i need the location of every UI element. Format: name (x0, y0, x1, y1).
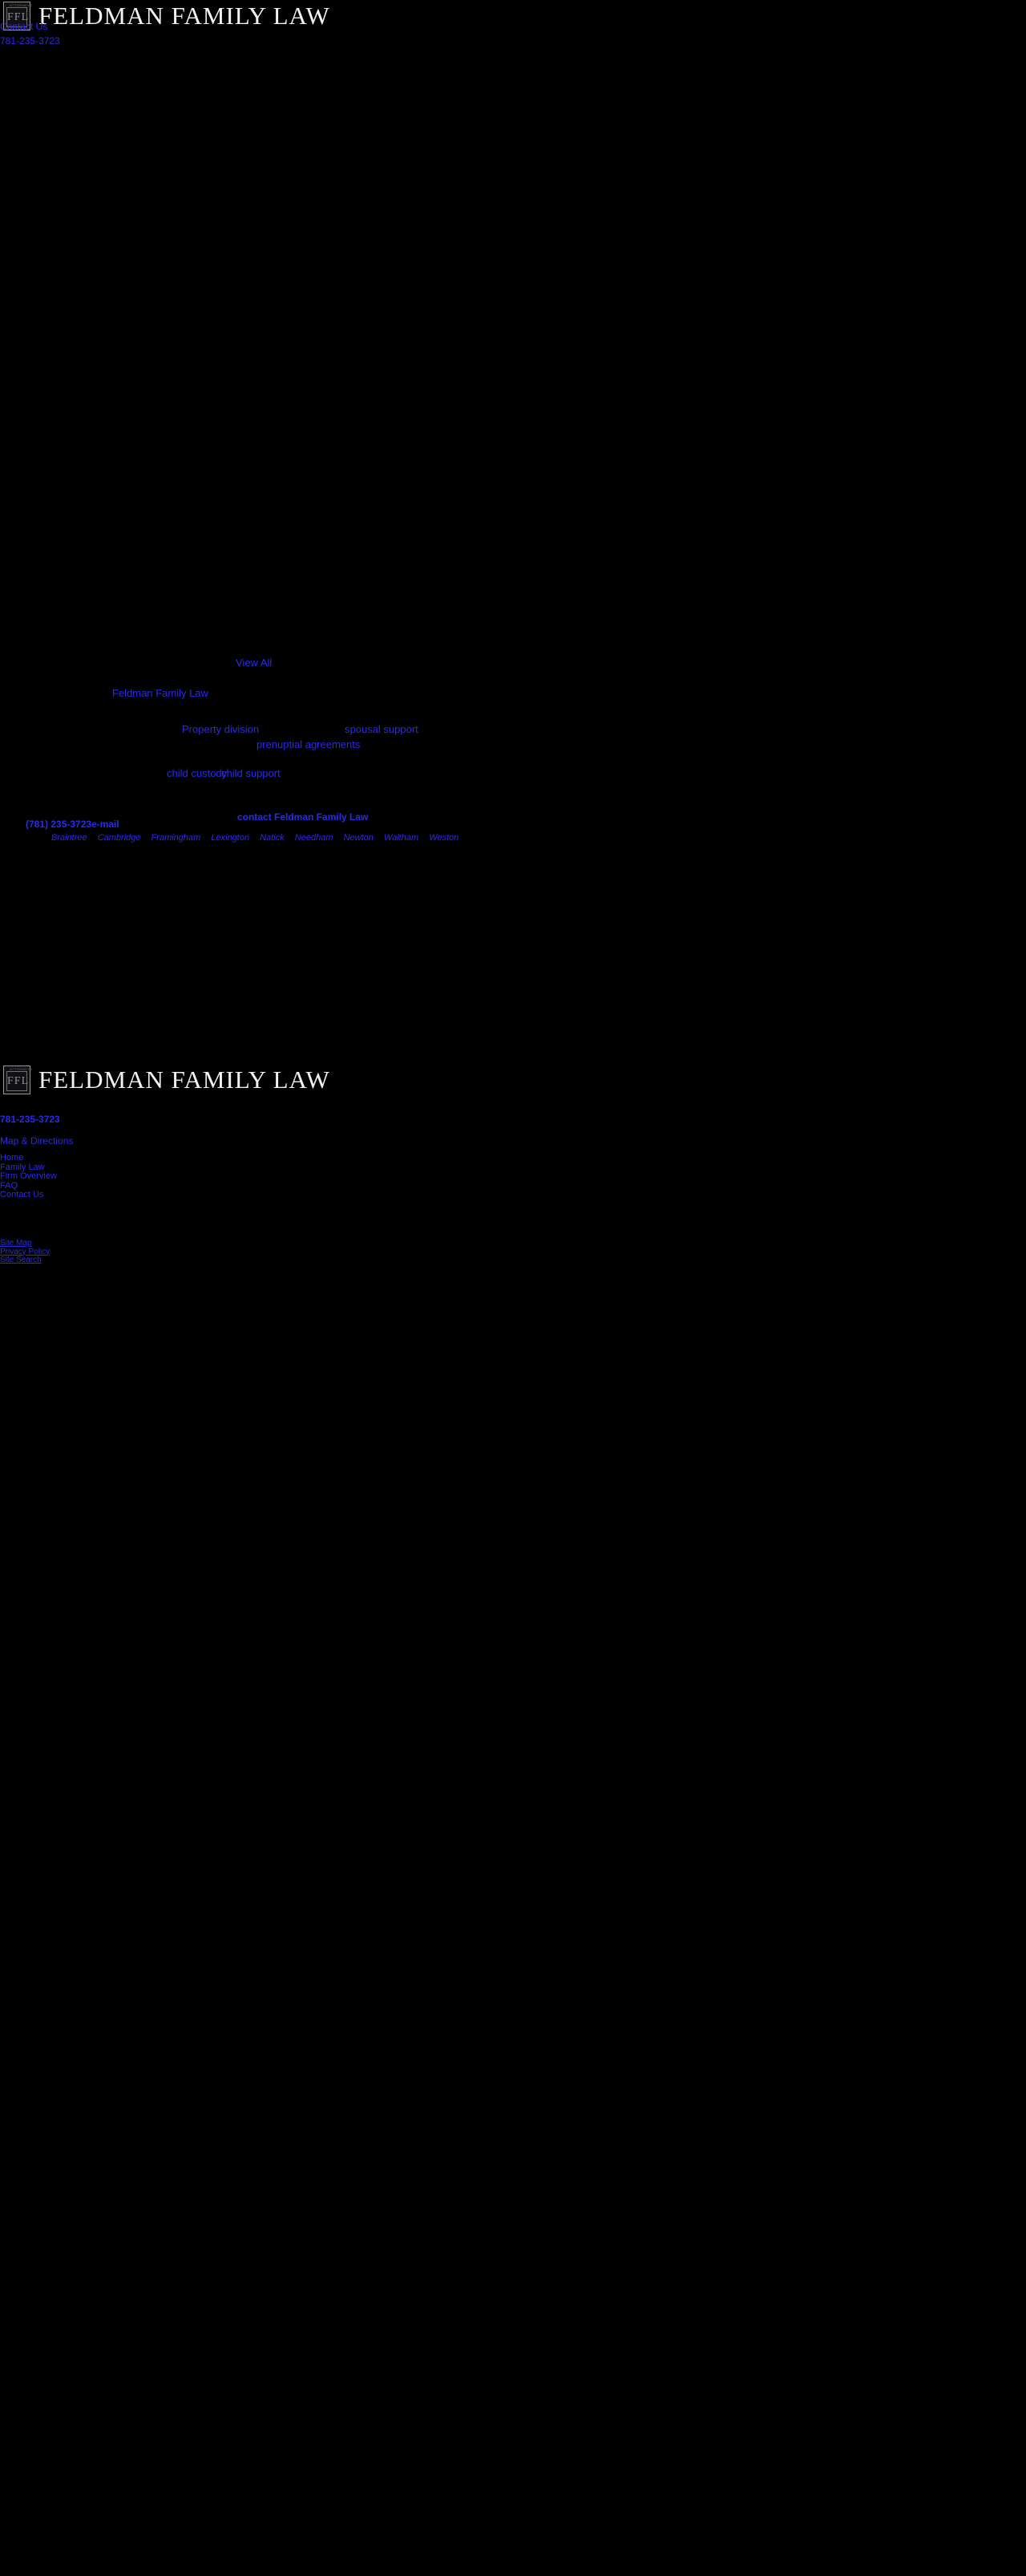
service-area-list (51, 833, 467, 843)
town-link-needham[interactable]: Needham (294, 833, 333, 843)
contact-email-link[interactable]: e-mail (91, 819, 119, 830)
view-all-link[interactable]: View All (236, 657, 273, 669)
page-title: FELDMAN FAMILY LAW (38, 2, 330, 30)
logo-monogram: FFL (6, 7, 27, 27)
footer-nav-item-home[interactable]: Home (0, 1153, 24, 1163)
footer-nav-item-contact-us[interactable]: Contact Us (0, 1190, 44, 1199)
header-phone-link[interactable]: 781-235-3723 (0, 35, 60, 47)
footer-nav-item-family-law[interactable]: Family Law (0, 1162, 45, 1172)
town-link-framingham[interactable]: Framingham (151, 833, 201, 843)
practice-link-spousal-support[interactable]: spousal support (345, 723, 418, 735)
footer-nav (0, 1154, 57, 1200)
contact-phone-link[interactable]: (781) 235-3723 (26, 819, 92, 830)
town-link-waltham[interactable]: Waltham (383, 833, 419, 843)
footer-map-directions-link[interactable]: Map & Directions (0, 1135, 74, 1146)
town-link-braintree[interactable]: Braintree (51, 833, 87, 843)
footer-nav-item-faq[interactable]: FAQ (0, 1180, 18, 1191)
header-contact-link[interactable]: Contact Us (0, 21, 48, 32)
town-link-lexington[interactable]: Lexington (211, 833, 250, 843)
footer-phone-link[interactable]: 781-235-3723 (0, 1114, 60, 1125)
practice-link-property-division[interactable]: Property division (182, 723, 260, 735)
footer-logo-icon[interactable] (3, 1066, 33, 1094)
practice-link-child-support[interactable]: child support (221, 767, 281, 779)
town-link-newton[interactable]: Newton (343, 833, 374, 843)
logo-caption: ATTORNEYS (10, 3, 33, 7)
contact-firm-heading-link[interactable]: contact Feldman Family Law (237, 811, 369, 823)
footer-brand-title: FELDMAN FAMILY LAW (38, 1066, 330, 1094)
footer-nav-item-firm-overview[interactable]: Firm Overview (0, 1171, 57, 1181)
footer-logo-caption: ATTORNEYS (10, 1067, 33, 1071)
footer-legal-links (0, 1239, 50, 1265)
practice-link-prenuptial-agreements[interactable]: prenuptial agreements (256, 738, 361, 750)
footer-legal-site-search[interactable]: Site Search (0, 1256, 42, 1264)
town-link-cambridge[interactable]: Cambridge (97, 833, 141, 843)
town-link-natick[interactable]: Natick (260, 833, 285, 843)
footer-legal-privacy-policy[interactable]: Privacy Policy (0, 1247, 50, 1256)
town-link-weston[interactable]: Weston (429, 833, 459, 843)
footer-logo-monogram: FFL (6, 1071, 27, 1091)
firm-link[interactable]: Feldman Family Law (112, 687, 208, 699)
site-header (0, 0, 1026, 35)
practice-link-child-custody[interactable]: child custody (167, 767, 228, 779)
footer-legal-site-map[interactable]: Site Map (0, 1239, 32, 1248)
